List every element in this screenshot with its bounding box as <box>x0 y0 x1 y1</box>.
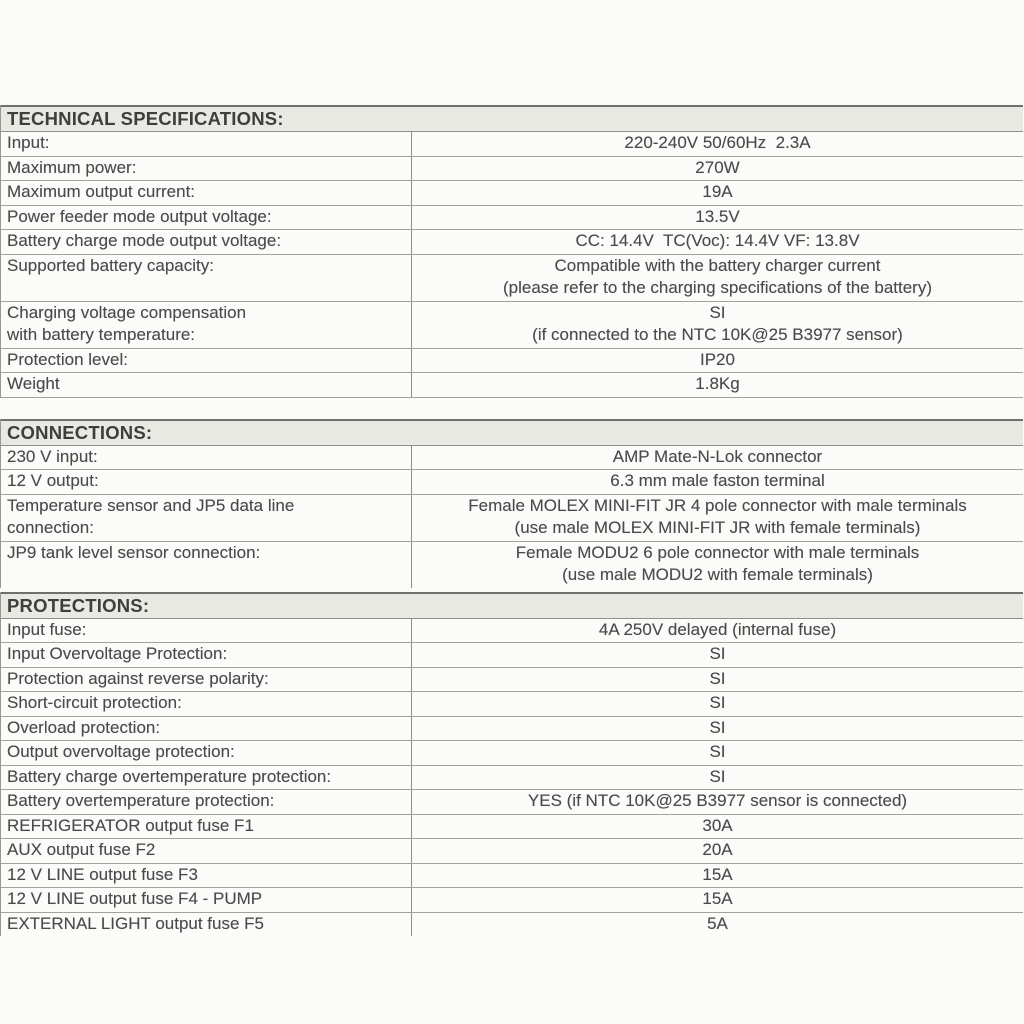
row-value-cell <box>411 206 1023 230</box>
table-row <box>1 132 1023 157</box>
row-value-cell <box>411 230 1023 254</box>
spec-document <box>0 105 1023 936</box>
label-line: Input Overvoltage Protection: <box>7 644 228 663</box>
value-line: SI <box>709 717 726 737</box>
label-line: Temperature sensor and JP5 data line <box>7 495 295 515</box>
table-row <box>1 206 1023 231</box>
label-line: Maximum power: <box>7 157 137 177</box>
row-label-cell <box>1 302 411 348</box>
value-line: SI <box>709 668 726 688</box>
label-line: Input fuse: <box>7 619 87 639</box>
row-label-cell <box>1 542 411 588</box>
label-line: Charging voltage compensation <box>7 302 247 322</box>
row-label-cell <box>1 717 411 741</box>
row-label-cell <box>1 864 411 888</box>
row-label-cell <box>1 766 411 790</box>
value-line: 6.3 mm male faston terminal <box>610 471 825 490</box>
label-line: Battery charge mode output voltage: <box>7 231 282 250</box>
row-label-cell <box>1 668 411 692</box>
table-row <box>1 839 1023 864</box>
row-label-cell <box>1 495 411 541</box>
value-line: 15A <box>702 889 733 908</box>
table-row <box>1 230 1023 255</box>
table-row <box>1 643 1023 668</box>
label-line: 12 V LINE output fuse F3 <box>7 864 198 884</box>
row-label-cell <box>1 913 411 937</box>
row-value-cell <box>411 446 1023 470</box>
value-line: 1.8Kg <box>695 374 740 393</box>
row-label-cell <box>1 839 411 863</box>
row-value-cell <box>411 766 1023 790</box>
value-line: CC: 14.4V TC(Voc): 14.4V VF: 13.8V <box>575 231 860 250</box>
label-line: JP9 tank level sensor connection: <box>7 542 261 562</box>
value-line: 4A 250V delayed (internal fuse) <box>598 619 837 639</box>
value-line: SI <box>709 693 726 712</box>
label-line: 12 V LINE output fuse F4 - PUMP <box>7 889 263 908</box>
value-line: YES (if NTC 10K@25 B3977 sensor is connected) <box>527 791 908 810</box>
section-title: PROTECTIONS: <box>1 592 1023 619</box>
table-row <box>1 619 1023 644</box>
value-line: SI <box>709 644 726 663</box>
row-value-cell <box>411 717 1023 741</box>
table-row <box>1 446 1023 471</box>
table-row <box>1 373 1023 398</box>
row-label-cell <box>1 790 411 814</box>
value-line: AMP Mate-N-Lok connector <box>612 446 823 466</box>
table-row <box>1 668 1023 693</box>
row-value-cell <box>411 619 1023 643</box>
value-line: 15A <box>702 864 733 884</box>
row-value-cell <box>411 542 1023 588</box>
row-value-cell <box>411 470 1023 494</box>
table-row <box>1 864 1023 889</box>
table-row <box>1 542 1023 588</box>
label-line: with battery temperature: <box>7 325 196 344</box>
value-line: (if connected to the NTC 10K@25 B3977 sensor) <box>532 325 903 344</box>
row-value-cell <box>411 373 1023 397</box>
table-row <box>1 717 1023 742</box>
value-line: SI <box>709 766 726 786</box>
value-line: 19A <box>702 182 733 201</box>
label-line: Battery charge overtemperature protection: <box>7 766 332 786</box>
row-label-cell <box>1 446 411 470</box>
label-line: Protection level: <box>7 349 128 369</box>
table-row <box>1 692 1023 717</box>
table-row <box>1 349 1023 374</box>
row-value-cell <box>411 888 1023 912</box>
value-line: 30A <box>702 815 733 835</box>
label-line: Maximum output current: <box>7 182 196 201</box>
label-line: Output overvoltage protection: <box>7 742 235 761</box>
value-line: (please refer to the charging specifications of the battery) <box>502 278 932 297</box>
table-row <box>1 790 1023 815</box>
label-line: Battery overtemperature protection: <box>7 791 275 810</box>
table-row <box>1 913 1023 937</box>
value-line: 270W <box>695 157 740 177</box>
row-label-cell <box>1 692 411 716</box>
value-line: Female MODU2 6 pole connector with male terminals <box>515 542 920 562</box>
table-row <box>1 255 1023 302</box>
table-row <box>1 741 1023 766</box>
spec-section <box>0 105 1023 398</box>
table-row <box>1 495 1023 542</box>
table-row <box>1 888 1023 913</box>
value-line: Female MOLEX MINI-FIT JR 4 pole connector with male terminals <box>468 495 967 515</box>
value-line: 220-240V 50/60Hz 2.3A <box>624 133 811 152</box>
row-value-cell <box>411 643 1023 667</box>
label-line: Weight <box>7 374 60 393</box>
row-value-cell <box>411 181 1023 205</box>
value-line: 13.5V <box>695 206 740 226</box>
row-label-cell <box>1 373 411 397</box>
value-line: SI <box>709 742 726 761</box>
row-label-cell <box>1 349 411 373</box>
row-label-cell <box>1 255 411 301</box>
row-label-cell <box>1 815 411 839</box>
value-line: IP20 <box>700 349 735 369</box>
table-row <box>1 470 1023 495</box>
value-line: (use male MOLEX MINI-FIT JR with female terminals) <box>514 518 921 537</box>
spec-section <box>0 592 1023 937</box>
row-value-cell <box>411 913 1023 937</box>
value-line: Compatible with the battery charger current <box>554 255 881 275</box>
row-label-cell <box>1 206 411 230</box>
row-value-cell <box>411 132 1023 156</box>
table-row <box>1 766 1023 791</box>
label-line: Protection against reverse polarity: <box>7 668 269 688</box>
row-value-cell <box>411 692 1023 716</box>
label-line: 230 V input: <box>7 446 98 466</box>
label-line: Short-circuit protection: <box>7 693 182 712</box>
table-row <box>1 815 1023 840</box>
label-line: Supported battery capacity: <box>7 255 214 275</box>
row-value-cell <box>411 790 1023 814</box>
row-label-cell <box>1 470 411 494</box>
row-label-cell <box>1 230 411 254</box>
table-row <box>1 157 1023 182</box>
row-value-cell <box>411 839 1023 863</box>
row-value-cell <box>411 302 1023 348</box>
value-line: SI <box>709 302 726 322</box>
label-line: AUX output fuse F2 <box>7 840 156 859</box>
row-label-cell <box>1 132 411 156</box>
label-line: REFRIGERATOR output fuse F1 <box>7 815 254 835</box>
value-line: (use male MODU2 with female terminals) <box>562 565 873 584</box>
table-row <box>1 302 1023 349</box>
section-title: CONNECTIONS: <box>1 419 1023 446</box>
row-label-cell <box>1 619 411 643</box>
row-value-cell <box>411 495 1023 541</box>
spec-section <box>0 419 1023 588</box>
value-line: 5A <box>707 913 728 933</box>
value-line: 20A <box>702 840 733 859</box>
section-title: TECHNICAL SPECIFICATIONS: <box>1 105 1023 132</box>
row-value-cell <box>411 349 1023 373</box>
row-value-cell <box>411 741 1023 765</box>
row-value-cell <box>411 668 1023 692</box>
label-line: Input: <box>7 133 50 152</box>
label-line: connection: <box>7 518 94 537</box>
row-label-cell <box>1 888 411 912</box>
row-label-cell <box>1 181 411 205</box>
label-line: EXTERNAL LIGHT output fuse F5 <box>7 913 265 933</box>
label-line: Overload protection: <box>7 717 161 737</box>
row-label-cell <box>1 643 411 667</box>
row-value-cell <box>411 815 1023 839</box>
row-label-cell <box>1 741 411 765</box>
row-value-cell <box>411 864 1023 888</box>
row-value-cell <box>411 255 1023 301</box>
label-line: 12 V output: <box>7 471 99 490</box>
table-row <box>1 181 1023 206</box>
row-value-cell <box>411 157 1023 181</box>
label-line: Power feeder mode output voltage: <box>7 206 272 226</box>
row-label-cell <box>1 157 411 181</box>
